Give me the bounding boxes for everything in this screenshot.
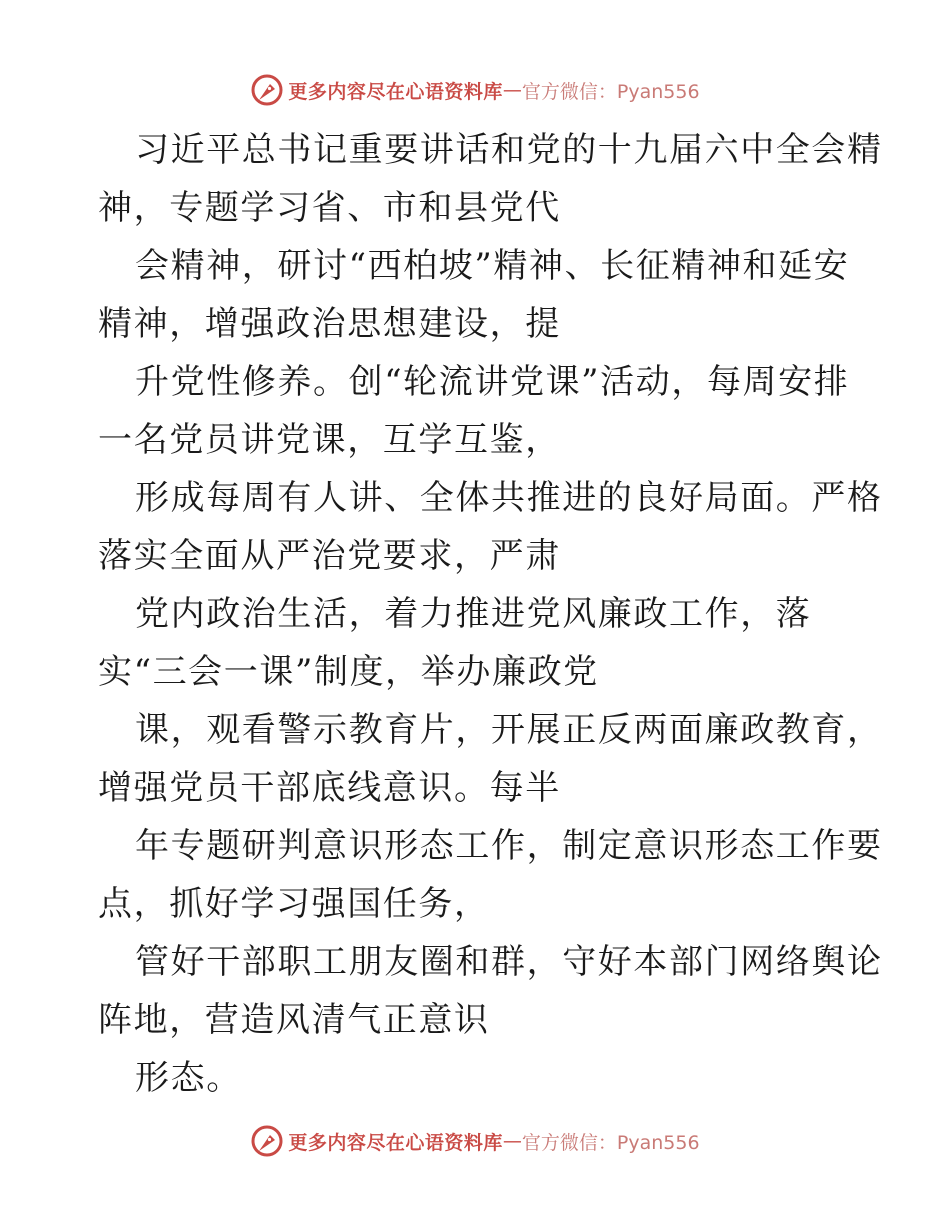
body-line: 落实全面从严治党要求，严肃 bbox=[98, 536, 561, 576]
body-line: 神，专题学习省、市和县党代 bbox=[98, 188, 561, 228]
body-line: 升党性修养。创“轮流讲党课”活动，每周安排 bbox=[135, 362, 850, 402]
body-line: 一名党员讲党课，互学互鉴， bbox=[98, 420, 561, 460]
watermark-dash: — bbox=[502, 79, 522, 101]
body-line: 阵地，营造风清气正意识 bbox=[98, 1000, 490, 1040]
body-line: 课，观看警示教育片，开展正反两面廉政教育， bbox=[135, 710, 883, 750]
body-line: 管好干部职工朋友圈和群，守好本部门网络舆论 bbox=[135, 942, 883, 982]
watermark-wechat-text: 官方微信：Pyan556 bbox=[521, 80, 700, 103]
watermark-wechat-text: 官方微信：Pyan556 bbox=[521, 1131, 700, 1154]
document-body bbox=[98, 121, 883, 1107]
body-line: 实“三会一课”制度，举办廉政党 bbox=[98, 652, 599, 692]
body-line: 会精神，研讨“西柏坡”精神、长征精神和延安 bbox=[135, 246, 850, 286]
watermark-dash: — bbox=[502, 1130, 522, 1152]
watermark-footer bbox=[0, 1121, 950, 1161]
watermark-main-text: 更多内容尽在心语资料库 bbox=[288, 1131, 503, 1154]
body-line: 形态。 bbox=[135, 1058, 242, 1098]
body-line: 增强党员干部底线意识。每半 bbox=[98, 768, 561, 808]
body-line: 年专题研判意识形态工作，制定意识形态工作要 bbox=[135, 826, 883, 866]
watermark-header bbox=[0, 70, 950, 110]
watermark-main-text: 更多内容尽在心语资料库 bbox=[288, 80, 503, 103]
body-line: 点，抓好学习强国任务， bbox=[98, 884, 490, 924]
body-line: 形成每周有人讲、全体共推进的良好局面。严格 bbox=[135, 478, 883, 518]
body-line: 党内政治生活，着力推进党风廉政工作，落 bbox=[135, 594, 812, 634]
pen-nib-logo-icon bbox=[250, 73, 284, 107]
body-line: 精神，增强政治思想建设，提 bbox=[98, 304, 561, 344]
body-line: 习近平总书记重要讲话和党的十九届六中全会精 bbox=[135, 130, 883, 170]
pen-nib-logo-icon bbox=[250, 1124, 284, 1158]
